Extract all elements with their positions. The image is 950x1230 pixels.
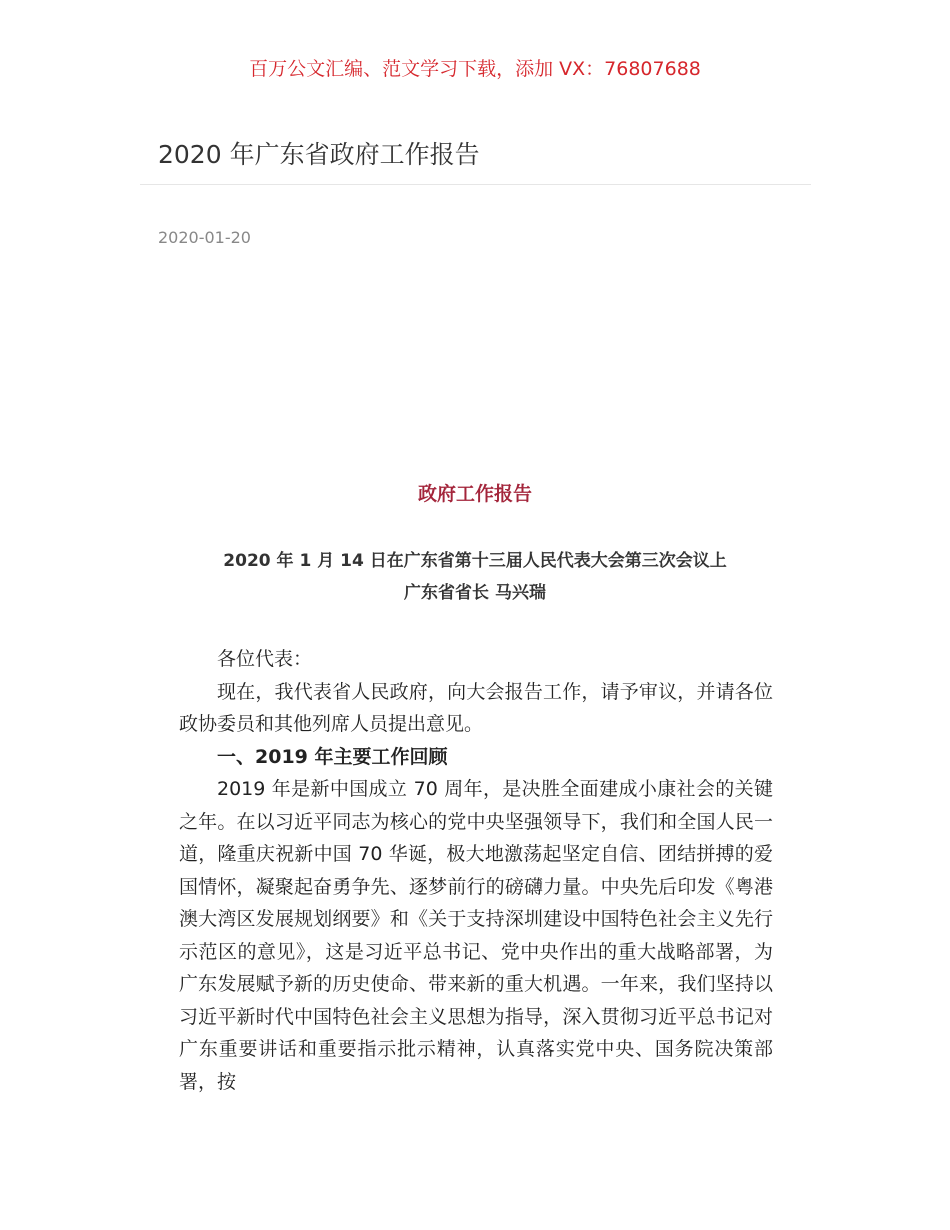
title-divider <box>140 184 811 185</box>
report-subtitle-speaker: 广东省省长 马兴瑞 <box>404 583 546 603</box>
salutation: 各位代表： <box>217 648 313 670</box>
page-title: 2020 年广东省政府工作报告 <box>158 140 480 169</box>
body-paragraph: 2019 年是新中国成立 70 周年，是决胜全面建成小康社会的关键之年。在以习近平同志为核心的党中央坚强领导下，我们和全国人民一道，隆重庆祝新中国 70 华诞，极大地激荡起坚定自信、团结拼搏的爱国情怀，凝聚起奋勇争先、逐梦前行的磅礴力量。中央先后印发《粤港澳大湾区发展规划纲要》和《关于支持深圳建设中国特色社会主义先行示范区的意见》，这是习近平总书记、党中央作出的重大战略部署，为广东发展赋予新的历史使命、带来新的重大机遇。一年来，我们坚持以习近平新时代中国特色社会主义思想为指导，深入贯彻习近平总书记对广东重要讲话和重要指示批示精神，认真落实党中央、国务院决策部署，按 <box>179 778 773 1093</box>
report-subtitle-meeting: 2020 年 1 月 14 日在广东省第十三届人民代表大会第三次会议上 <box>223 551 727 571</box>
intro-paragraph: 现在，我代表省人民政府，向大会报告工作，请予审议，并请各位政协委员和其他列席人员提出意见。 <box>179 680 773 735</box>
report-body <box>179 643 773 1098</box>
section-heading: 一、2019 年主要工作回顾 <box>217 745 448 768</box>
promo-banner: 百万公文汇编、范文学习下载，添加 VX：76807688 <box>249 58 701 80</box>
report-heading: 政府工作报告 <box>417 483 532 505</box>
publish-date: 2020-01-20 <box>158 228 251 247</box>
